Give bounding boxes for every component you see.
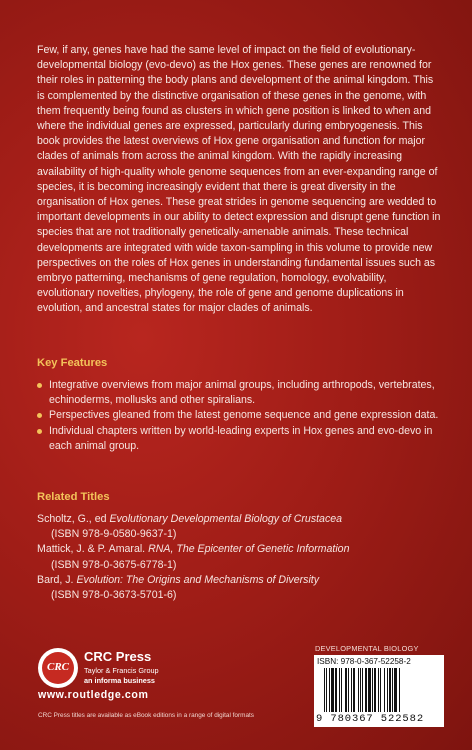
barcode-digits: 9 780367 522582 [316, 713, 425, 725]
barcode-bar [394, 668, 397, 712]
barcode-bar [368, 668, 371, 712]
ebook-note: CRC Press titles are available as eBook editions in a range of digital formats [38, 712, 254, 719]
key-features-list [37, 378, 457, 454]
barcode-bar [392, 668, 393, 712]
related-title-entry [37, 542, 457, 557]
logo-text: CRC [46, 661, 69, 673]
barcode-bar [387, 668, 388, 712]
related-title-isbn: (ISBN 978-0-3673-5701-6) [51, 589, 177, 602]
barcode-bar [351, 668, 352, 712]
barcode-bar [324, 668, 325, 712]
barcode-bar [378, 668, 379, 712]
related-title-author: Mattick, J. & P. Amaral. [37, 543, 146, 556]
related-title-name: Evolution: The Origins and Mechanisms of Diversity [76, 573, 320, 586]
barcode-bar [365, 668, 367, 712]
publisher-business: an informa business [84, 676, 155, 685]
book-description: Few, if any, genes have had the same level of impact on the field of evolutionary-developmental biology (evo-devo) as the Hox genes. These genes are renowned for their roles in patterning the body plans and development of the animal kingdom. This is complemented by the distinctive organisation of these genes in the genome, with them frequently being found as clusters in which gene position is linked to when and where the individual genes are expressed, particularly during embryogenesis. This book provides the latest overviews of Hox gene organisation and function for major clades of animals from across the animal kingdom. With the rapidly increasing availability of high-quality whole genome sequences from an ever-expanding range of species, it is becoming increasingly evident that there is great diversity in the organisation of Hox genes. These great strides in genome sequencing are wedded to important developments in our ability to detect expression and disrupt gene function in species that are not traditionally genetically-amenable animals. These technical developments are integrated with wide taxon-sampling in this volume to provide new perspectives on the roles of Hox genes in understanding fundamental issues such as embryo patterning, mechanisms of gene regulation, homology, evolvability, evolutionary novelties, phylogeny, the role of gene and genome duplications in evolution, and ancestral states for major clades of animals. [37, 44, 441, 315]
barcode-box [314, 655, 444, 727]
subject-category: DEVELOPMENTAL BIOLOGY [315, 644, 419, 653]
barcode-bar [389, 668, 391, 712]
barcode-bar [341, 668, 342, 712]
barcode-bar [335, 668, 337, 712]
related-title-author: Bard, J. [37, 573, 74, 586]
barcode-bar [339, 668, 340, 712]
barcode-bar [399, 668, 400, 712]
publisher-name: CRC Press [84, 649, 152, 664]
isbn-label: ISBN: 978-0-367-52258-2 [317, 657, 411, 666]
barcode-bar [384, 668, 385, 712]
barcode-bar [331, 668, 334, 712]
crc-press-logo-icon [38, 648, 78, 688]
barcode-bar [372, 668, 373, 712]
related-title-isbn: (ISBN 978-0-3675-6778-1) [51, 558, 177, 571]
related-title-author: Scholtz, G., ed [37, 513, 107, 525]
feature-item: Perspectives gleaned from the latest genome sequence and gene expression data. [37, 408, 457, 423]
related-title-entry [37, 573, 457, 588]
related-title-entry [37, 512, 457, 527]
related-title-isbn: (ISBN 978-9-0580-9637-1) [51, 528, 177, 541]
barcode-bar [326, 668, 327, 712]
barcode-bar [380, 668, 381, 712]
related-titles-heading: Related Titles [37, 491, 110, 503]
feature-item: Integrative overviews from major animal groups, including arthropods, vertebrates, echinoderms, mollusks and other spiralians. [37, 378, 457, 408]
related-title-name: Evolutionary Developmental Biology of Crustacea [109, 513, 343, 525]
barcode-bar [329, 668, 330, 712]
related-titles-list [37, 512, 457, 603]
publisher-group: Taylor & Francis Group [84, 666, 159, 675]
barcode-bar [353, 668, 355, 712]
barcode-bar [348, 668, 349, 712]
barcode-bar [362, 668, 363, 712]
feature-item: Individual chapters written by world-leading experts in Hox genes and evo-devo in each animal group. [37, 424, 457, 454]
barcode-bar [358, 668, 359, 712]
related-title-name: RNA, The Epicenter of Genetic Information [148, 543, 350, 556]
barcode-bar [345, 668, 347, 712]
barcode-bar [374, 668, 376, 712]
publisher-website: www.routledge.com [38, 689, 149, 701]
barcode-icon [324, 668, 434, 712]
key-features-heading: Key Features [37, 357, 108, 369]
barcode-bar [360, 668, 361, 712]
